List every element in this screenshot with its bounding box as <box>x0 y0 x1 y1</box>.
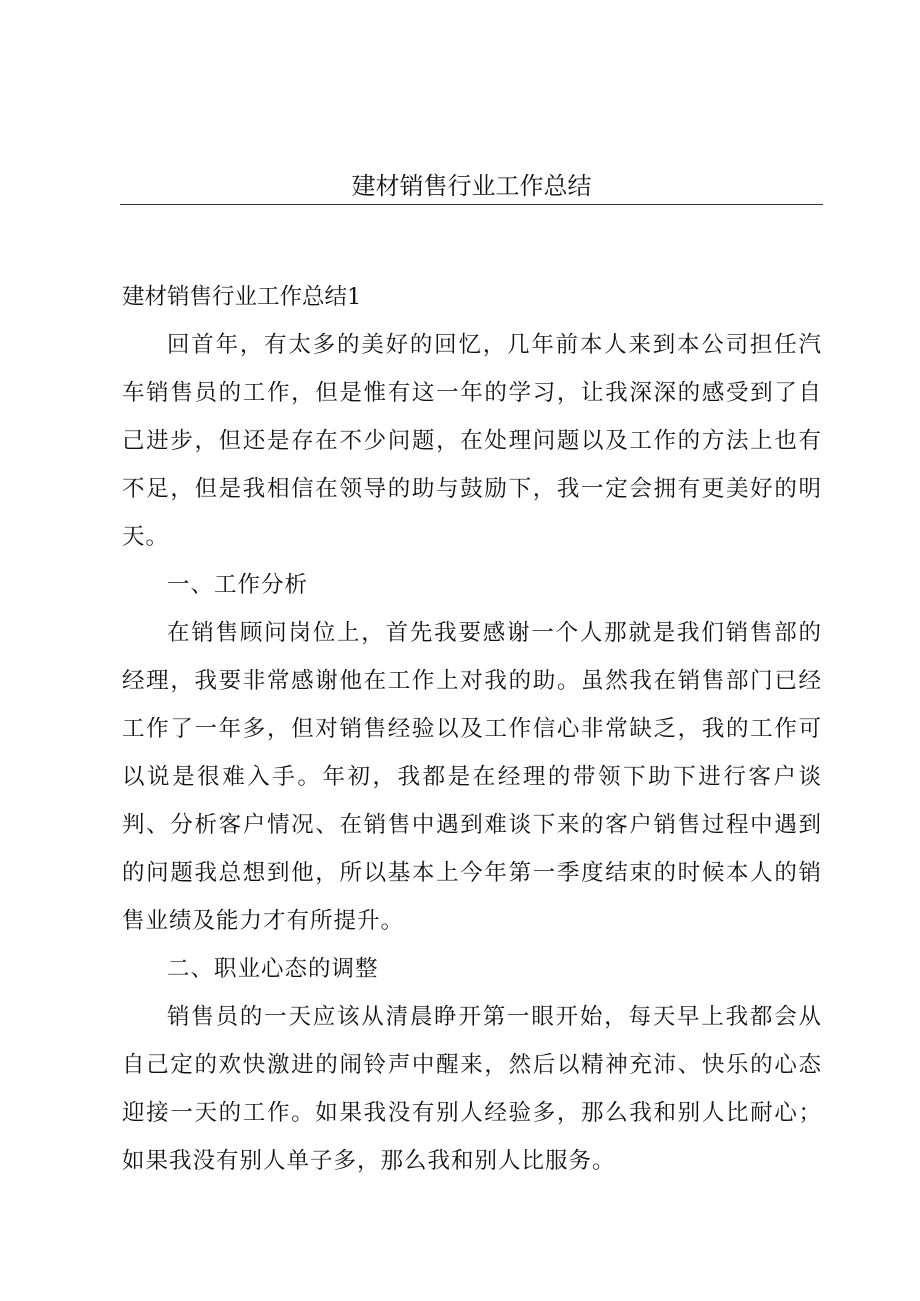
mindset-paragraph: 销售员的一天应该从清晨睁开第一眼开始，每天早上我都会从自己定的欢快激进的闹铃声中醒来，然后以精神充沛、快乐的心态迎接一天的工作。如果我没有别人经验多，那么我和别人比耐心；如果我没有别人单子多，那么我和别人比服务。 <box>122 1004 822 1174</box>
section-heading-work-analysis: 一、工作分析 <box>167 572 309 598</box>
document-body <box>122 273 822 1185</box>
section-subtitle: 建材销售行业工作总结1 <box>122 284 362 310</box>
section-heading-mindset: 二、职业心态的调整 <box>167 956 379 982</box>
document-title: 建材销售行业工作总结 <box>351 172 592 200</box>
work-analysis-paragraph: 在销售顾问岗位上，首先我要感谢一个人那就是我们销售部的经理，我要非常感谢他在工作上对我的助。虽然我在销售部门已经工作了一年多，但对销售经验以及工作信心非常缺乏，我的工作可以说是很难入手。年初，我都是在经理的带领下助下进行客户谈判、分析客户情况、在销售中遇到难谈下来的客户销售过程中遇到的问题我总想到他，所以基本上今年第一季度结束的时候本人的销售业绩及能力才有所提升。 <box>122 620 822 934</box>
intro-paragraph: 回首年，有太多的美好的回忆，几年前本人来到本公司担任汽车销售员的工作，但是惟有这一年的学习，让我深深的感受到了自己进步，但还是存在不少问题，在处理问题以及工作的方法上也有不足，但是我相信在领导的助与鼓励下，我一定会拥有更美好的明天。 <box>122 332 822 550</box>
document-header <box>120 168 823 205</box>
